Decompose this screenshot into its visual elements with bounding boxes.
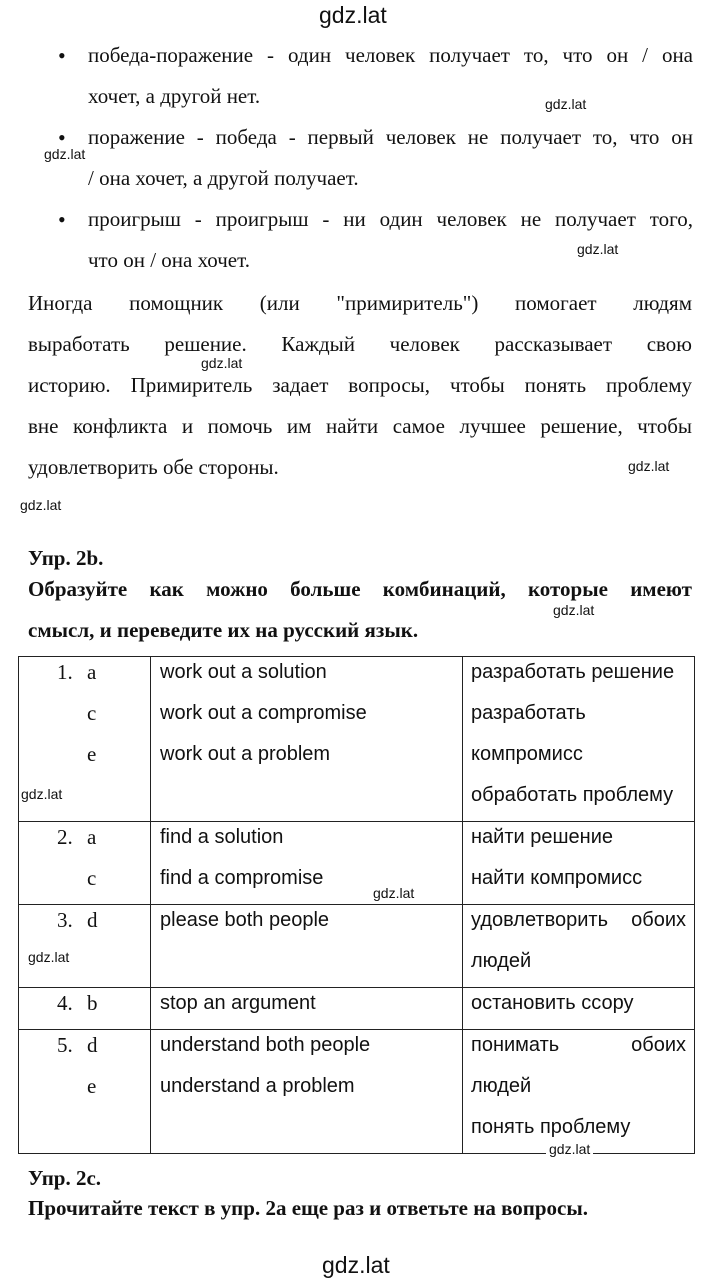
table-cell-russian [463, 988, 695, 1030]
item-number: 5. [57, 1033, 73, 1057]
watermark: gdz.lat [553, 602, 595, 618]
english-phrase: understand both people [160, 1034, 371, 1056]
list-item-text: хочет, а другой нет. [88, 84, 261, 108]
table-row [19, 1030, 695, 1154]
item-letter: d [87, 908, 98, 932]
russian-phrase: разработать [471, 702, 586, 724]
bullet-icon: • [58, 125, 66, 150]
watermark: gdz.lat [44, 146, 86, 162]
english-phrase: stop an argument [160, 992, 316, 1014]
table-row [19, 657, 695, 822]
table-cell-number [19, 657, 151, 822]
table-cell-english [151, 657, 463, 822]
table-cell-number [19, 988, 151, 1030]
watermark-top: gdz.lat [319, 2, 387, 28]
russian-phrase: обработать проблему [471, 784, 674, 806]
table-cell-english [151, 1030, 463, 1154]
english-phrase: find a compromise [160, 867, 324, 889]
list-item-text: / она хочет, а другой получает. [88, 166, 359, 190]
russian-phrase: людей [471, 950, 532, 972]
item-number: 2. [57, 825, 73, 849]
item-letter: b [87, 991, 98, 1015]
table-cell-russian [463, 905, 695, 988]
item-letter: c [87, 701, 97, 725]
russian-phrase: компромисс [471, 743, 583, 765]
table-cell-russian [463, 657, 695, 822]
watermark: gdz.lat [545, 96, 587, 112]
paragraph-line: Иногда помощник (или "примиритель") помогает людям [28, 291, 692, 315]
table-cell-english [151, 822, 463, 905]
english-phrase: please both people [160, 909, 330, 931]
russian-phrase: понять проблему [471, 1116, 631, 1138]
paragraph-line: удовлетворить обе стороны. [28, 455, 279, 479]
exercise-title: Упр. 2b. [28, 546, 104, 570]
paragraph-line: выработать решение. Каждый человек рассказывает свою [28, 332, 692, 356]
watermark: gdz.lat [577, 241, 619, 257]
russian-phrase: остановить ссору [471, 992, 634, 1014]
list-item [58, 199, 693, 281]
bullet-icon: • [58, 43, 66, 68]
russian-phrase: понимать обоих [471, 1034, 686, 1056]
list-item-text: поражение - победа - первый человек не получает то, что он [88, 125, 693, 149]
table-row [19, 988, 695, 1030]
item-number: 3. [57, 908, 73, 932]
paragraph-line: историю. Примиритель задает вопросы, чтобы понять проблему [28, 373, 692, 397]
watermark: gdz.lat [28, 949, 70, 965]
paragraph-line: вне конфликта и помочь им найти самое лучшее решение, чтобы [28, 414, 692, 438]
list-item-text: победа-поражение - один человек получает то, что он / она [88, 43, 693, 67]
english-phrase: work out a compromise [160, 702, 367, 724]
item-letter: a [87, 825, 97, 849]
english-phrase: work out a solution [160, 661, 327, 683]
watermark-bottom: gdz.lat [322, 1252, 390, 1278]
exercise-task-line: Образуйте как можно больше комбинаций, которые имеют [28, 577, 692, 601]
table-row [19, 822, 695, 905]
english-phrase: work out a problem [160, 743, 331, 765]
table-cell-english [151, 988, 463, 1030]
item-letter: d [87, 1033, 98, 1057]
watermark: gdz.lat [373, 885, 415, 901]
bullet-icon: • [58, 207, 66, 232]
watermark: gdz.lat [201, 355, 243, 371]
exercise-task [28, 569, 692, 651]
watermark: gdz.lat [546, 1141, 593, 1157]
exercise-task-line: смысл, и переведите их на русский язык. [28, 618, 419, 642]
table-cell-number [19, 1030, 151, 1154]
item-letter: a [87, 660, 97, 684]
item-letter: c [87, 866, 97, 890]
table-cell-russian [463, 822, 695, 905]
watermark: gdz.lat [628, 458, 670, 474]
russian-phrase: людей [471, 1075, 532, 1097]
list-item-text: проигрыш - проигрыш - ни один человек не получает того, [88, 207, 693, 231]
table-cell-russian [463, 1030, 695, 1154]
item-number: 4. [57, 991, 73, 1015]
table-row [19, 905, 695, 988]
paragraph [28, 283, 692, 488]
russian-phrase: удовлетворить обоих [471, 909, 686, 931]
watermark: gdz.lat [21, 786, 63, 802]
english-phrase: find a solution [160, 826, 284, 848]
table-cell-english [151, 905, 463, 988]
item-letter: e [87, 1074, 97, 1098]
item-number: 1. [57, 660, 73, 684]
list-item [58, 35, 693, 117]
table-cell-number [19, 822, 151, 905]
item-letter: e [87, 742, 97, 766]
english-phrase: understand a problem [160, 1075, 355, 1097]
watermark: gdz.lat [20, 497, 62, 513]
table-cell-number [19, 905, 151, 988]
russian-phrase: найти компромисс [471, 867, 643, 889]
exercise-task: Прочитайте текст в упр. 2a еще раз и ответьте на вопросы. [28, 1196, 589, 1220]
list-item-text: что он / она хочет. [88, 248, 250, 272]
exercise-title: Упр. 2c. [28, 1166, 102, 1190]
russian-phrase: разработать решение [471, 661, 675, 683]
answer-table [18, 656, 695, 1154]
russian-phrase: найти решение [471, 826, 613, 848]
